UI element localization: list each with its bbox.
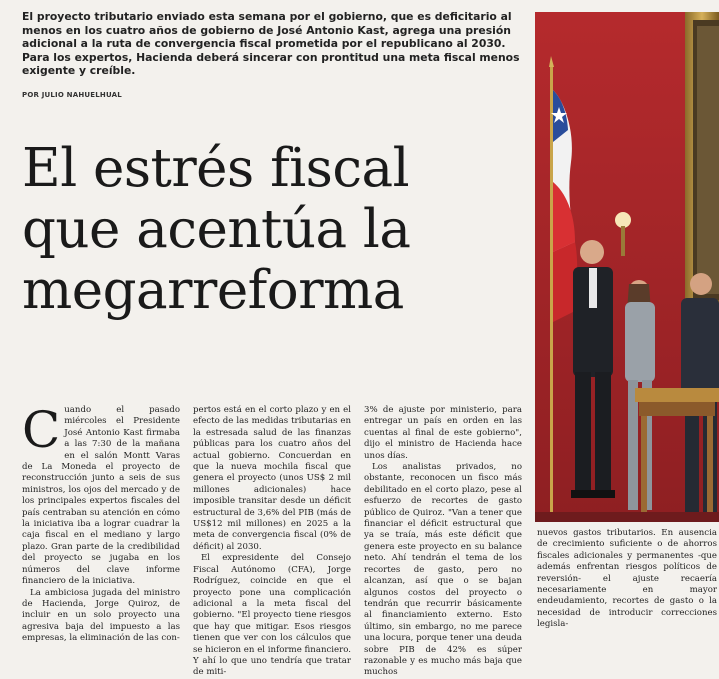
headline-line: megarreforma — [22, 260, 404, 321]
drop-cap: C — [22, 401, 61, 459]
paragraph: 3% de ajuste por ministerio, para entregar un país en orden en las cuentas al final de este gobierno", dijo el ministro de Hacienda hace unos días. — [364, 405, 522, 461]
article-column-3 — [364, 405, 522, 678]
paragraph: Los analistas privados, no obstante, reconocen un fisco más debilitado en el corto plazo, pese al esfuerzo de recortes de gasto público de Quiroz. "Van a tener que financiar el déficit estructural que ya se traía, más este déficit que genera este proyecto en su balance neto. Ahí tendrán el tema de los recortes de gasto, pero no alcanzan, así que o se bajan algunos costos del proyecto o tendrán que recurrir básicamente al financiamiento externo. Esto último, sin embargo, no me parece una locura, porque tener una deuda sobre PIB de 42% es súper razonable y es mucho más baja que muchos — [364, 462, 522, 678]
article-lede: El proyecto tributario enviado esta semana por el gobierno, que es deficitario al menos en los cuatro años de gobierno de José Antonio Kast, agrega una presión adicional a la ruta de convergencia fiscal prometida por el republicano al 2030. Para los expertos, Hacienda deberá sincerar con prontitud una meta fiscal menos exigente y creíble. — [22, 10, 520, 78]
paragraph: El expresidente del Consejo Fiscal Autónomo (CFA), Jorge Rodríguez, coincide en que el proyecto pone una complicación adicional a la meta fiscal del gobierno. "El proyecto tiene riesgos que hay que mitigar. Esos riesgos tienen que ver con los cálculos que se hicieron en el informe financiero. Y ahí lo que uno tendría que tratar de miti- — [193, 553, 351, 678]
article-column-4: nuevos gastos tributarios. En ausencia de crecimiento suficiente o de ahorros fiscales adicionales y permanentes -que además enfrentan riesgos políticos de reversión- el ajuste recaería necesariamente en mayor endeudamiento, recortes de gasto o la necesidad de introducir correcciones legisla- — [537, 528, 717, 630]
headline — [22, 138, 522, 321]
headline-line: que acentúa la — [22, 199, 411, 260]
article-photo — [535, 12, 719, 522]
paragraph: pertos está en el corto plazo y en el efecto de las medidas tributarias en la estresada salud de las finanzas públicas para los cuatro años del actual gobierno. Concuerdan en que la nueva mochila fiscal que genera el proyecto (unos US$ 2 mil millones adicionales) hace imposible transitar desde un déficit estructural de 3,6% del PIB (más de US$12 mil millones) en 2025 a la meta de convergencia fiscal (0% de déficit) al 2030. — [193, 405, 351, 552]
byline: POR JULIO NAHUELHUAL — [22, 91, 122, 99]
article-column-1 — [22, 401, 180, 644]
headline-line: El estrés fiscal — [22, 138, 410, 199]
paragraph — [22, 401, 180, 588]
ceremony-photo-illustration — [535, 12, 719, 522]
paragraph: La ambiciosa jugada del ministro de Hacienda, Jorge Quiroz, de incluir en un solo proyecto una agresiva baja del impuesto a las empresas, la eliminación de las con- — [22, 587, 180, 644]
article-column-2 — [193, 405, 351, 678]
paragraph-text: uando el pasado miércoles el Presidente José Antonio Kast firmaba a las 7:30 de la mañana en el salón Montt Varas de La Moneda el proyecto de reconstrucción junto a seis de sus ministros, los ojos del mercado y de los principales expertos fiscales del país centraban su atención en cómo la iniciativa iba a lograr cuadrar la caja fiscal en el mediano y largo plazo. Gran parte de la credibilidad del proyecto se jugaba en los números del clave informe financiero de la iniciativa. — [22, 405, 180, 587]
